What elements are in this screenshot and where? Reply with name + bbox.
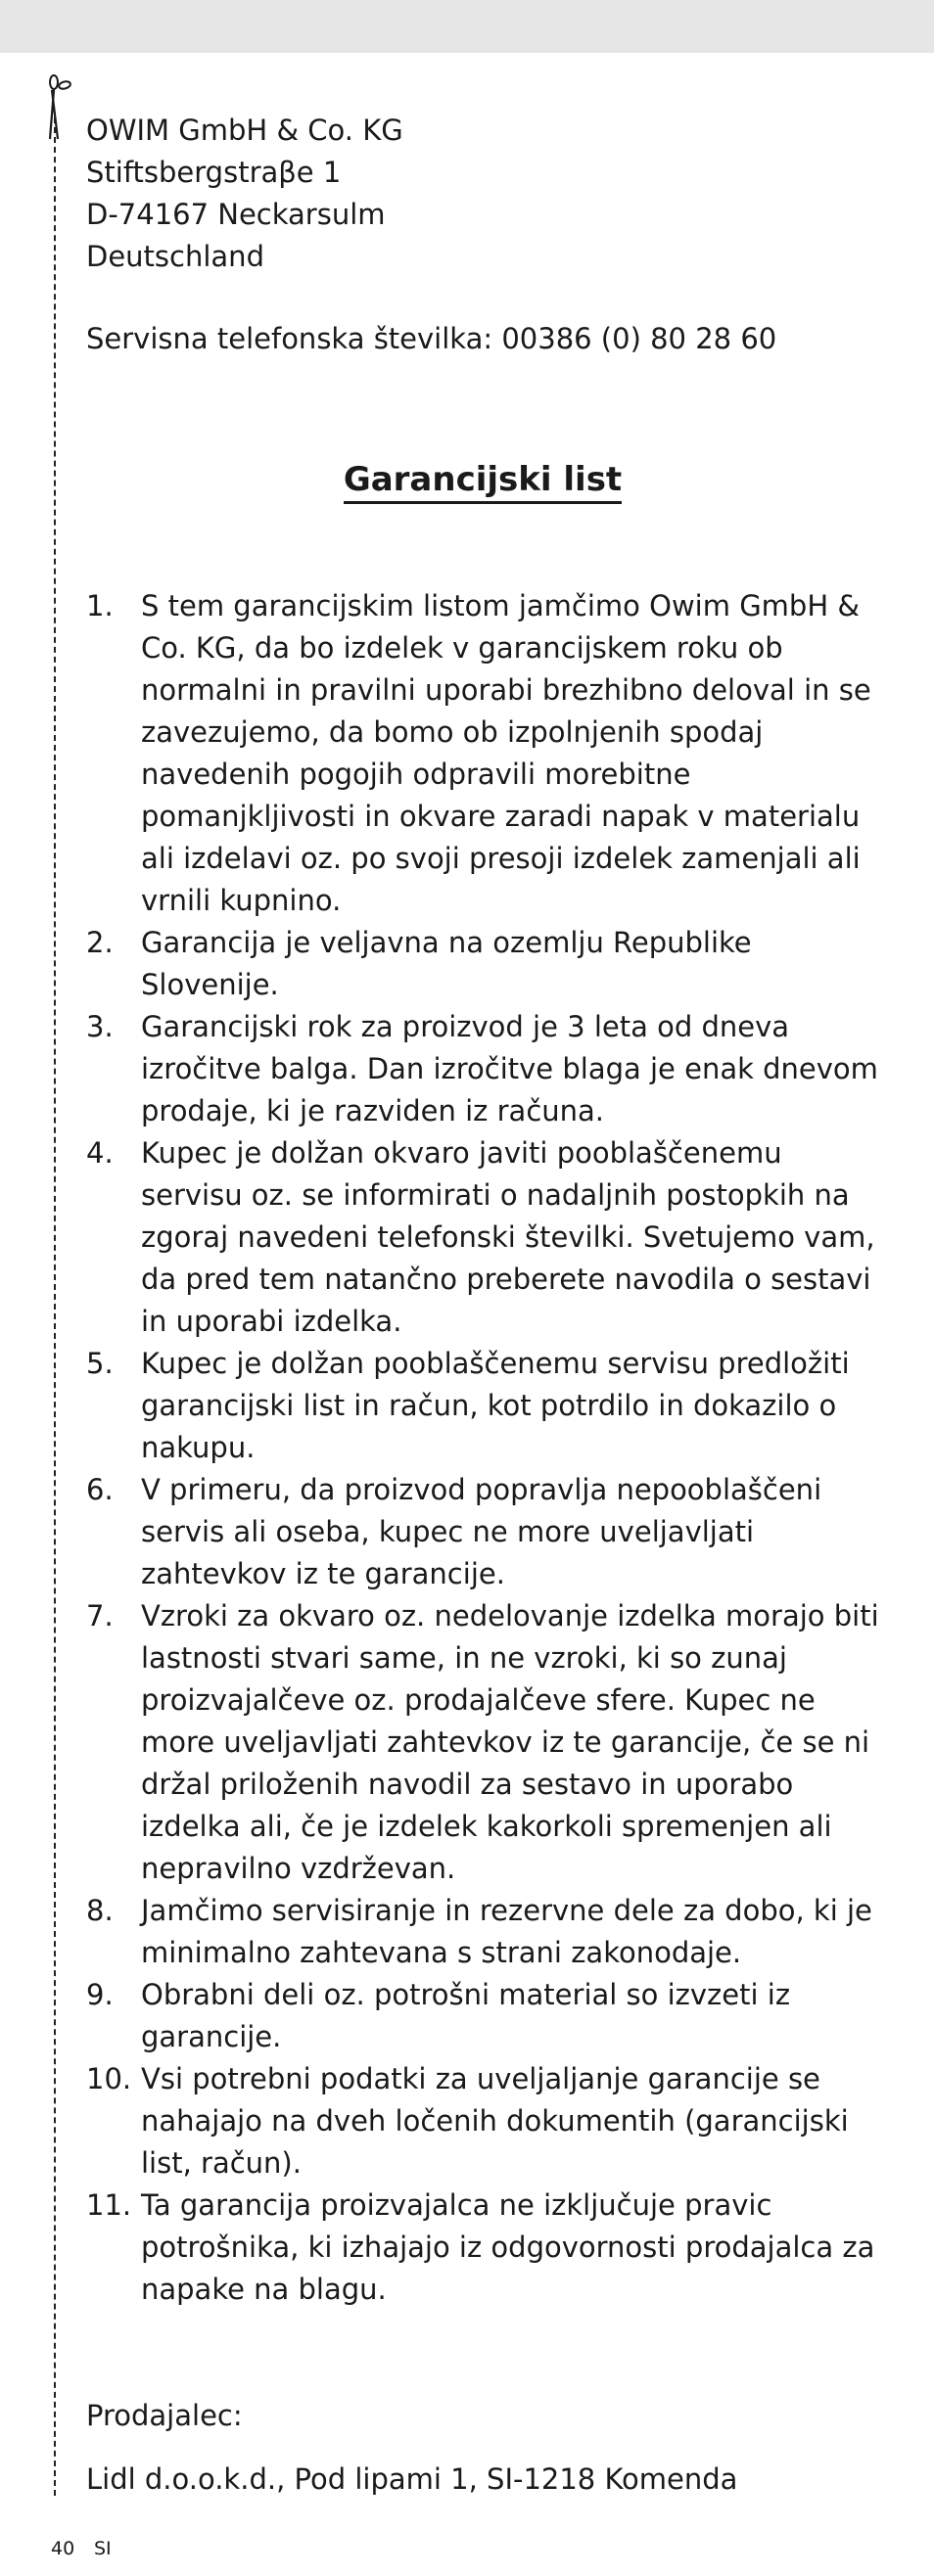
- item-number: 10.: [86, 2062, 132, 2095]
- list-item: [86, 1890, 889, 1974]
- list-item: [86, 2185, 889, 2311]
- page-title: [86, 458, 879, 501]
- item-number: 9.: [86, 1978, 114, 2011]
- item-text: Garancijski rok za proizvod je 3 leta od dneva izročitve balga. Dan izročitve blaga je enak dnevom prodaje, ki je razviden iz računa.: [141, 1010, 878, 1127]
- item-number: 1.: [86, 589, 114, 622]
- item-number: 3.: [86, 1010, 114, 1043]
- list-item: [86, 1006, 889, 1132]
- warranty-document: [86, 110, 918, 2437]
- item-text: V primeru, da proizvod popravlja nepooblaščeni servis ali oseba, kupec ne more uveljavljati zahtevkov iz te garancije.: [141, 1473, 822, 1590]
- item-text: Garancija je veljavna na ozemlju Republike Slovenije.: [141, 926, 752, 1001]
- list-item: [86, 922, 889, 1006]
- cut-line: [54, 117, 56, 2496]
- item-number: 4.: [86, 1136, 114, 1170]
- address-company: OWIM GmbH & Co. KG: [86, 114, 403, 147]
- list-item: [86, 1469, 889, 1595]
- seller-label: Prodajalec:: [86, 2399, 243, 2432]
- top-margin-band: [0, 0, 934, 53]
- address-country: Deutschland: [86, 240, 264, 273]
- item-text: Ta garancija proizvajalca ne izključuje pravic potrošnika, ki izhajajo iz odgovornosti prodajalca za napake na blagu.: [141, 2188, 875, 2306]
- list-item: [86, 2058, 889, 2185]
- item-number: 7.: [86, 1599, 114, 1633]
- list-item: [86, 1132, 889, 1343]
- item-text: Kupec je dolžan okvaro javiti pooblaščenemu servisu oz. se informirati o nadaljnih postopkih na zgoraj navedeni telefonski številki. Svetujemo vam, da pred tem natančno preberete navodila o sestavi in uporabi izdelka.: [141, 1136, 875, 1338]
- lidl-address: Lidl d.o.o.k.d., Pod lipami 1, SI-1218 Komenda: [86, 2462, 738, 2496]
- page-footer: [0, 2521, 934, 2576]
- item-text: Kupec je dolžan pooblaščenemu servisu predložiti garancijski list in račun, kot potrdilo in dokazilo o nakupu.: [141, 1347, 850, 1464]
- item-number: 5.: [86, 1347, 114, 1380]
- item-number: 6.: [86, 1473, 114, 1506]
- address-city: D-74167 Neckarsulm: [86, 198, 386, 231]
- item-text: Vzroki za okvaro oz. nedelovanje izdelka morajo biti lastnosti stvari same, in ne vzroki, ki so zunaj proizvajalčeve oz. prodajalčeve sfere. Kupec ne more uveljavljati zahtevkov iz te garancije, če se ni držal priloženih navodil za sestavo in uporabo izdelka ali, če je izdelek kakorkoli spremenjen ali nepravilno vzdrževan.: [141, 1599, 879, 1885]
- item-text: Vsi potrebni podatki za uveljaljanje garancije se nahajajo na dveh ločenih dokumentih (garancijski list, račun).: [141, 2062, 849, 2180]
- list-item: [86, 1974, 889, 2058]
- item-number: 8.: [86, 1894, 114, 1927]
- manufacturer-address: [86, 110, 918, 278]
- item-number: 2.: [86, 926, 114, 959]
- item-text: S tem garancijskim listom jamčimo Owim GmbH & Co. KG, da bo izdelek v garancijskem roku ob normalni in pravilni uporabi brezhibno deloval in se zavezujemo, da bomo ob izpolnjenih spodaj navedenih pogojih odpravili morebitne pomanjkljivosti in okvare zaradi napak v materialu ali izdelavi oz. po svoji presoji izdelek zamenjali ali vrnili kupnino.: [141, 589, 871, 917]
- title-text: Garancijski list: [344, 460, 622, 504]
- item-text: Jamčimo servisiranje in rezervne dele za dobo, ki je minimalno zahtevana s strani zakonodaje.: [141, 1894, 872, 1969]
- scissors-icon: [41, 72, 80, 141]
- item-number: 11.: [86, 2188, 132, 2222]
- address-street: Stiftsbergstraβe 1: [86, 156, 342, 189]
- service-phone: Servisna telefonska številka: 00386 (0) 80 28 60: [86, 322, 777, 355]
- terms-list: [86, 585, 889, 2311]
- page-number: 40: [51, 2538, 75, 2559]
- list-item: [86, 1343, 889, 1469]
- language-code: SI: [94, 2538, 112, 2559]
- list-item: [86, 1595, 889, 1890]
- item-text: Obrabni deli oz. potrošni material so izvzeti iz garancije.: [141, 1978, 791, 2053]
- list-item: [86, 585, 889, 922]
